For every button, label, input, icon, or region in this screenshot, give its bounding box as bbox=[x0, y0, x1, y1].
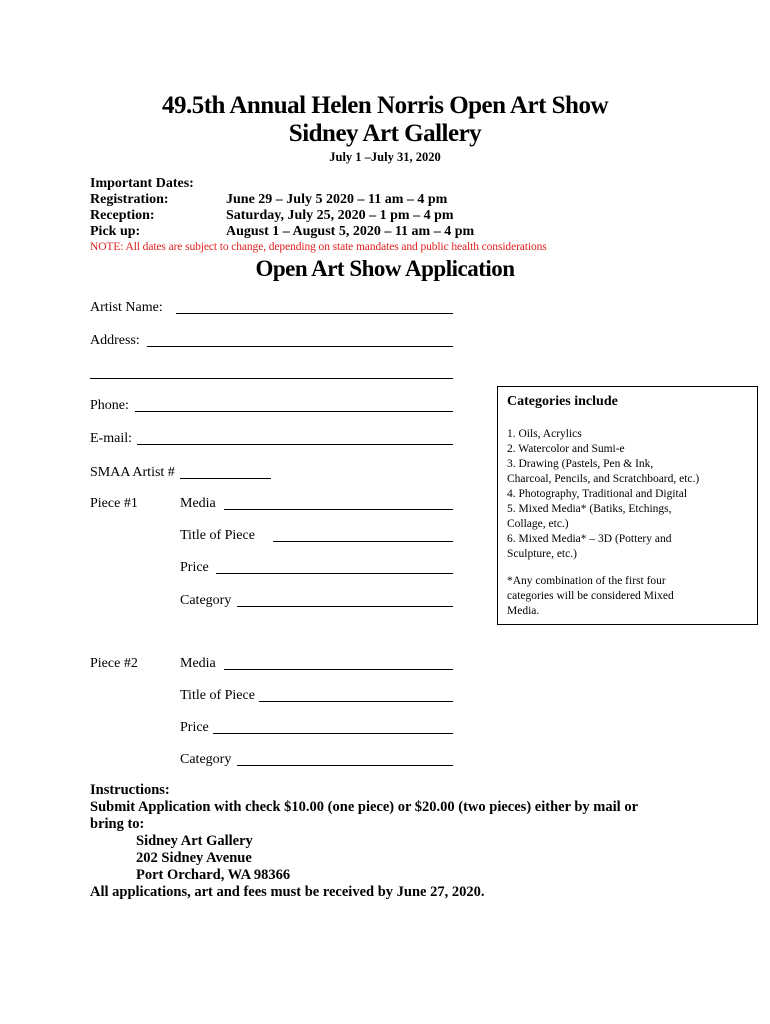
piece1-title-field[interactable] bbox=[273, 541, 453, 542]
gallery-name: Sidney Art Gallery bbox=[288, 120, 482, 147]
date-value-registration: June 29 – July 5 2020 – 11 am – 4 pm bbox=[226, 192, 448, 207]
show-date-range: July 1 –July 31, 2020 bbox=[329, 150, 441, 164]
phone-label: Phone: bbox=[90, 398, 129, 413]
piece2-category-label: Category bbox=[180, 752, 232, 767]
categories-box bbox=[497, 386, 758, 625]
piece2-price-field[interactable] bbox=[213, 733, 453, 734]
category-item: Charcoal, Pencils, and Scratchboard, etc.) bbox=[507, 473, 700, 485]
footnote-line: *Any combination of the first four bbox=[507, 575, 666, 587]
email-label: E-mail: bbox=[90, 431, 132, 446]
category-item: 5. Mixed Media* (Batiks, Etchings, bbox=[507, 503, 672, 515]
piece2-title-label: Title of Piece bbox=[180, 688, 255, 703]
category-item: 6. Mixed Media* – 3D (Pottery and bbox=[507, 533, 672, 545]
categories-footnote bbox=[507, 574, 757, 619]
piece1-category-label: Category bbox=[180, 593, 232, 608]
address-field-line2[interactable] bbox=[90, 378, 453, 379]
category-item: 1. Oils, Acrylics bbox=[507, 428, 582, 440]
phone-field[interactable] bbox=[135, 411, 453, 412]
piece2-media-label: Media bbox=[180, 656, 216, 671]
piece1-category-field[interactable] bbox=[237, 606, 453, 607]
application-heading: Open Art Show Application bbox=[255, 256, 515, 281]
categories-list bbox=[507, 427, 757, 562]
piece1-media-label: Media bbox=[180, 496, 216, 511]
piece1-label: Piece #1 bbox=[90, 496, 138, 511]
piece2-media-field[interactable] bbox=[224, 669, 453, 670]
category-item: 2. Watercolor and Sumi-e bbox=[507, 443, 625, 455]
dates-change-note: NOTE: All dates are subject to change, depending on state mandates and public health considerations bbox=[90, 241, 547, 253]
page-title: 49.5th Annual Helen Norris Open Art Show bbox=[161, 92, 609, 119]
piece1-price-label: Price bbox=[180, 560, 209, 575]
instructions-line1: Submit Application with check $10.00 (one piece) or $20.00 (two pieces) either by mail or bbox=[90, 799, 639, 815]
categories-heading: Categories include bbox=[507, 394, 618, 409]
piece1-price-field[interactable] bbox=[216, 573, 453, 574]
mailing-address-street: 202 Sidney Avenue bbox=[136, 850, 252, 866]
smaa-artist-label: SMAA Artist # bbox=[90, 465, 175, 480]
piece2-title-field[interactable] bbox=[259, 701, 453, 702]
email-field[interactable] bbox=[137, 444, 453, 445]
footnote-line: categories will be considered Mixed bbox=[507, 590, 674, 602]
smaa-artist-field[interactable] bbox=[180, 478, 271, 479]
date-label-registration: Registration: bbox=[90, 192, 169, 207]
mailing-address-name: Sidney Art Gallery bbox=[136, 833, 253, 849]
category-item: Sculpture, etc.) bbox=[507, 548, 577, 560]
address-label: Address: bbox=[90, 333, 140, 348]
date-label-pickup: Pick up: bbox=[90, 224, 141, 239]
artist-name-field[interactable] bbox=[176, 313, 453, 314]
date-value-pickup: August 1 – August 5, 2020 – 11 am – 4 pm bbox=[226, 224, 475, 239]
instructions-line2: bring to: bbox=[90, 816, 145, 832]
category-item: Collage, etc.) bbox=[507, 518, 569, 530]
category-item: 4. Photography, Traditional and Digital bbox=[507, 488, 688, 500]
address-field[interactable] bbox=[147, 346, 453, 347]
mailing-address-city: Port Orchard, WA 98366 bbox=[136, 867, 291, 883]
piece2-category-field[interactable] bbox=[237, 765, 453, 766]
important-dates-heading: Important Dates: bbox=[90, 176, 194, 191]
piece1-media-field[interactable] bbox=[224, 509, 453, 510]
category-item: 3. Drawing (Pastels, Pen & Ink, bbox=[507, 458, 654, 470]
piece2-label: Piece #2 bbox=[90, 656, 138, 671]
instructions-heading: Instructions: bbox=[90, 782, 170, 798]
piece1-title-label: Title of Piece bbox=[180, 528, 255, 543]
artist-name-label: Artist Name: bbox=[90, 300, 163, 315]
footnote-line: Media. bbox=[507, 605, 540, 617]
piece2-price-label: Price bbox=[180, 720, 209, 735]
deadline-statement: All applications, art and fees must be received by June 27, 2020. bbox=[90, 884, 485, 900]
date-value-reception: Saturday, July 25, 2020 – 1 pm – 4 pm bbox=[226, 208, 454, 223]
date-label-reception: Reception: bbox=[90, 208, 155, 223]
